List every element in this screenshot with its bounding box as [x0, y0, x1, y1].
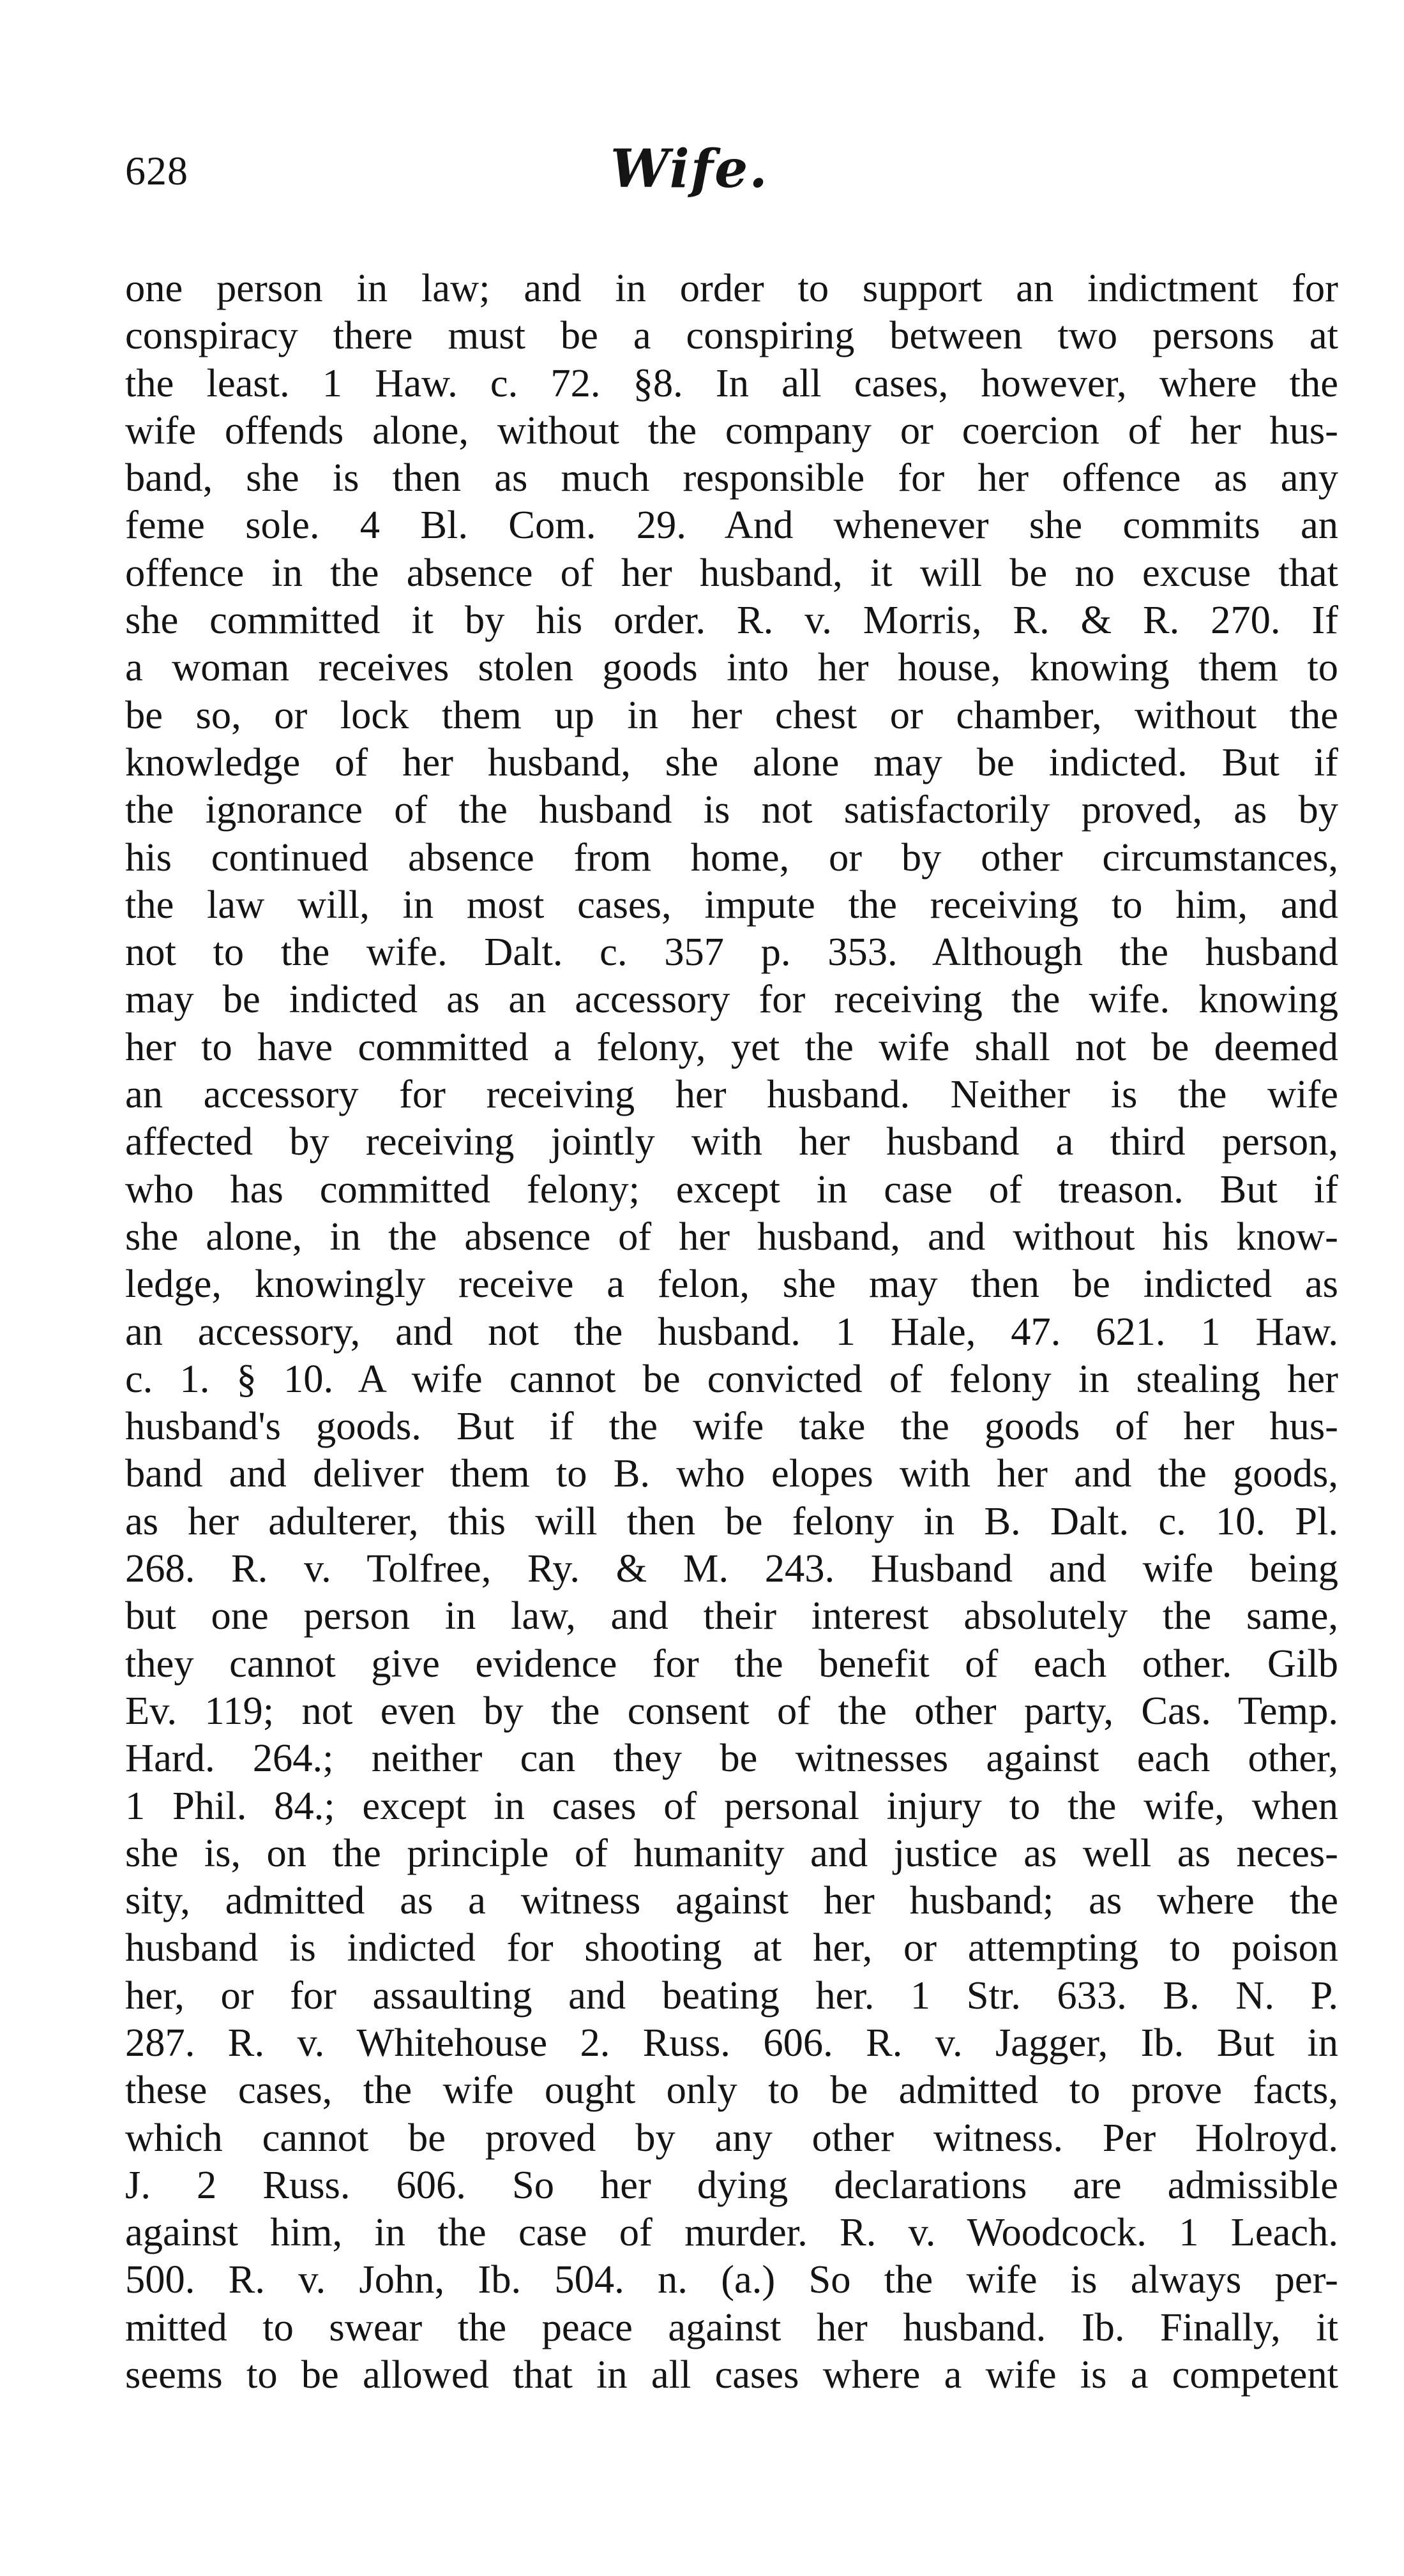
text-line: mitted to swear the peace against her husband. Ib. Finally, it	[125, 2304, 1338, 2349]
text-line: as her adulterer, this will then be felony in B. Dalt. c. 10. Pl.	[125, 1498, 1338, 1543]
text-line: 500. R. v. John, Ib. 504. n. (a.) So the wife is always per-	[125, 2257, 1338, 2302]
running-head: Wife.	[610, 139, 769, 200]
text-line: band and deliver them to B. who elopes with her and the goods,	[125, 1451, 1338, 1496]
text-line: c. 1. § 10. A wife cannot be convicted of felony in stealing her	[125, 1356, 1338, 1401]
text-line: her, or for assaulting and beating her. 1 Str. 633. B. N. P.	[125, 1972, 1338, 2018]
text-line: they cannot give evidence for the benefit of each other. Gilb	[125, 1640, 1338, 1686]
text-line: an accessory for receiving her husband. Neither is the wife	[125, 1072, 1338, 1117]
text-line: these cases, the wife ought only to be admitted to prove facts,	[125, 2067, 1338, 2113]
text-line: wife offends alone, without the company or coercion of her hus-	[125, 407, 1338, 453]
text-line: knowledge of her husband, she alone may be indicted. But if	[125, 739, 1338, 784]
page-number: 628	[125, 148, 188, 193]
text-line: Ev. 119; not even by the consent of the other party, Cas. Temp.	[125, 1688, 1338, 1733]
text-line: she is, on the principle of humanity and justice as well as neces-	[125, 1830, 1338, 1875]
text-line: the least. 1 Haw. c. 72. §8. In all cases, however, where the	[125, 360, 1338, 405]
text-line: J. 2 Russ. 606. So her dying declarations are admissible	[125, 2162, 1338, 2207]
text-line: husband is indicted for shooting at her, or attempting to poison	[125, 1925, 1338, 1970]
text-line: she alone, in the absence of her husband, and without his know-	[125, 1213, 1338, 1259]
text-line: affected by receiving jointly with her husband a third person,	[125, 1119, 1338, 1164]
text-line: but one person in law, and their interest absolutely the same,	[125, 1593, 1338, 1638]
text-line: the ignorance of the husband is not satisfactorily proved, as by	[125, 787, 1338, 832]
text-line: one person in law; and in order to support an indictment for	[125, 266, 1338, 310]
text-line: who has committed felony; except in case of treason. But if	[125, 1166, 1338, 1211]
text-line: Hard. 264.; neither can they be witnesses against each other,	[125, 1735, 1338, 1781]
body-text	[125, 264, 1338, 2398]
text-line: seems to be allowed that in all cases where a wife is a competent	[125, 2352, 1338, 2397]
text-line: ledge, knowingly receive a felon, she may then be indicted as	[125, 1261, 1338, 1307]
text-line: feme sole. 4 Bl. Com. 29. And whenever she commits an	[125, 502, 1338, 548]
text-line: husband's goods. But if the wife take the goods of her hus-	[125, 1404, 1338, 1449]
text-line: may be indicted as an accessory for receiving the wife. knowing	[125, 977, 1338, 1022]
text-line: not to the wife. Dalt. c. 357 p. 353. Although the husband	[125, 929, 1338, 975]
text-line: 268. R. v. Tolfree, Ry. & M. 243. Husband and wife being	[125, 1546, 1338, 1591]
text-line: be so, or lock them up in her chest or chamber, without the	[125, 692, 1338, 737]
text-line: the law will, in most cases, impute the receiving to him, and	[125, 881, 1338, 927]
page-header	[125, 134, 1338, 217]
text-line: she committed it by his order. R. v. Morris, R. & R. 270. If	[125, 597, 1338, 643]
text-line: a woman receives stolen goods into her house, knowing them to	[125, 645, 1338, 690]
text-line: her to have committed a felony, yet the wife shall not be deemed	[125, 1024, 1338, 1069]
text-line: conspiracy there must be a conspiring between two persons at	[125, 313, 1338, 358]
text-line: 287. R. v. Whitehouse 2. Russ. 606. R. v. Jagger, Ib. But in	[125, 2019, 1338, 2065]
text-line: an accessory, and not the husband. 1 Hale, 47. 621. 1 Haw.	[125, 1308, 1338, 1354]
text-line: his continued absence from home, or by other circumstances,	[125, 834, 1338, 880]
text-line: which cannot be proved by any other witness. Per Holroyd.	[125, 2115, 1338, 2160]
text-line: band, she is then as much responsible for her offence as any	[125, 455, 1338, 500]
text-line: sity, admitted as a witness against her husband; as where the	[125, 1878, 1338, 1923]
text-line: against him, in the case of murder. R. v. Woodcock. 1 Leach.	[125, 2210, 1338, 2255]
text-line: offence in the absence of her husband, it will be no excuse that	[125, 550, 1338, 595]
text-line: 1 Phil. 84.; except in cases of personal injury to the wife, when	[125, 1783, 1338, 1828]
